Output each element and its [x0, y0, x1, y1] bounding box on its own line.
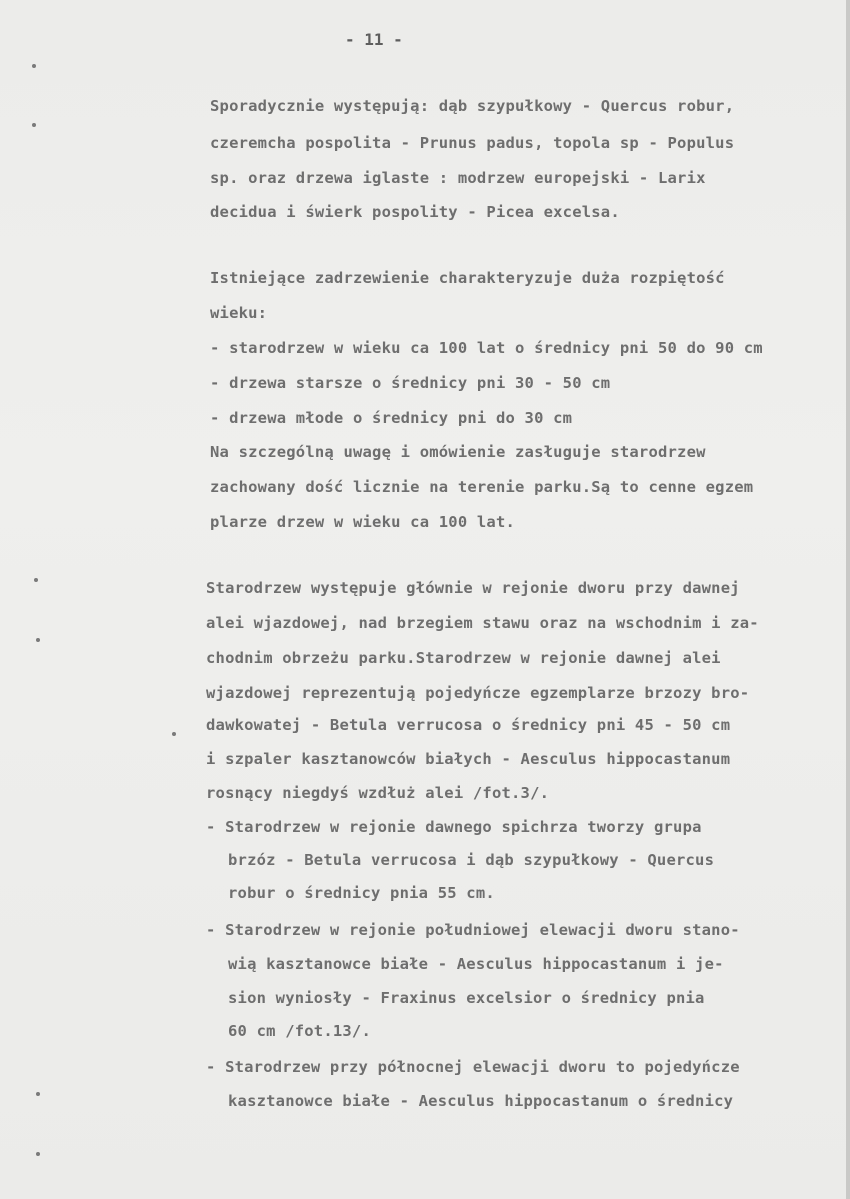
text-line: sion wyniosły - Fraxinus excelsior o średnicy pnia [228, 989, 705, 1007]
text-line: wieku: [210, 304, 268, 322]
text-line: - Starodrzew w rejonie dawnego spichrza tworzy grupa [206, 818, 702, 836]
text-line: rosnący niegdyś wzdłuż alei /fot.3/. [206, 784, 550, 802]
margin-mark [36, 1152, 40, 1156]
text-line: dawkowatej - Betula verrucosa o średnicy pni 45 - 50 cm [206, 716, 731, 734]
text-line: i szpaler kasztanowców białych - Aesculus hippocastanum [206, 750, 731, 768]
margin-mark [36, 638, 40, 642]
text-line: - drzewa młode o średnicy pni do 30 cm [210, 409, 573, 427]
text-line: decidua i świerk pospolity - Picea excelsa. [210, 203, 620, 221]
text-line: wjazdowej reprezentują pojedyńcze egzemplarze brzozy bro- [206, 684, 750, 702]
text-line: Starodrzew występuje głównie w rejonie dworu przy dawnej [206, 579, 740, 597]
margin-mark [36, 1092, 40, 1096]
text-line: Istniejące zadrzewienie charakteryzuje duża rozpiętość [210, 269, 725, 287]
text-line: brzóz - Betula verrucosa i dąb szypułkowy - Quercus [228, 851, 715, 869]
text-line: chodnim obrzeżu parku.Starodrzew w rejonie dawnej alei [206, 649, 721, 667]
margin-mark [32, 64, 36, 68]
margin-mark [172, 732, 176, 736]
margin-mark [32, 123, 36, 127]
text-line: sp. oraz drzewa iglaste : modrzew europejski - Larix [210, 169, 706, 187]
page-number: - 11 - [345, 30, 403, 49]
text-line: - drzewa starsze o średnicy pni 30 - 50 cm [210, 374, 611, 392]
text-line: wią kasztanowce białe - Aesculus hippocastanum i je- [228, 955, 724, 973]
text-line: zachowany dość licznie na terenie parku.Są to cenne egzem [210, 478, 754, 496]
text-line: Sporadycznie występują: dąb szypułkowy - Quercus robur, [210, 97, 735, 115]
text-line: robur o średnicy pnia 55 cm. [228, 884, 495, 902]
text-line: czeremcha pospolita - Prunus padus, topola sp - Populus [210, 134, 735, 152]
text-line: kasztanowce białe - Aesculus hippocastanum o średnicy [228, 1092, 734, 1110]
page-edge-shadow [846, 0, 850, 1199]
margin-mark [34, 578, 38, 582]
text-line: - Starodrzew przy północnej elewacji dworu to pojedyńcze [206, 1058, 740, 1076]
text-line: plarze drzew w wieku ca 100 lat. [210, 513, 516, 531]
text-line: Na szczególną uwagę i omówienie zasługuje starodrzew [210, 443, 706, 461]
text-line: - starodrzew w wieku ca 100 lat o średnicy pni 50 do 90 cm [210, 339, 763, 357]
text-line: alei wjazdowej, nad brzegiem stawu oraz na wschodnim i za- [206, 614, 759, 632]
text-line: - Starodrzew w rejonie południowej elewacji dworu stano- [206, 921, 740, 939]
text-line: 60 cm /fot.13/. [228, 1022, 371, 1040]
